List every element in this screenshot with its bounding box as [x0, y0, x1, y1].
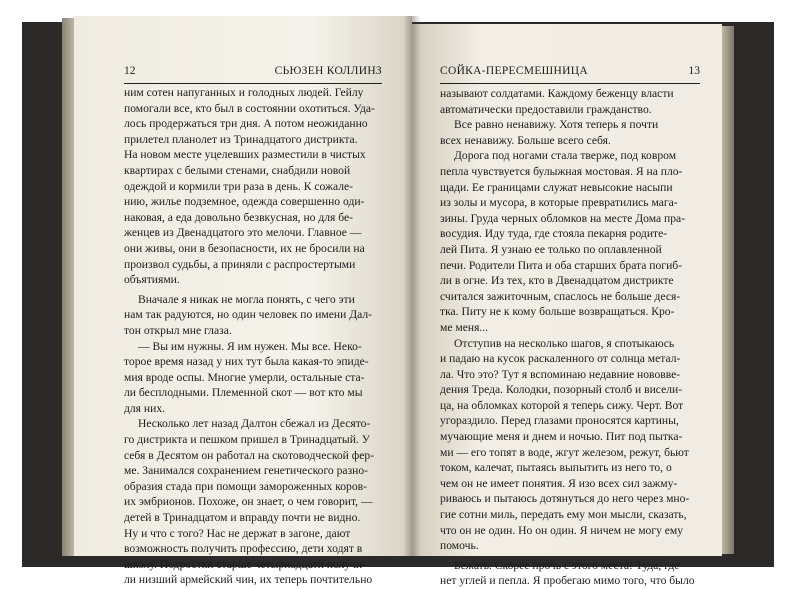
text-line: На новом месте уцелевших разместили в чистых — [124, 148, 366, 162]
text-line: нам так радуются, но один человек по имени Дал- — [124, 308, 373, 322]
text-line: школу. Подростки старше четырнадцати получи- — [124, 557, 367, 571]
text-line: произвол судьбы, а приняли с распростертыми — [124, 257, 356, 271]
text-line: ли бесплодными. Племенной скот — вот кто мы — [124, 386, 363, 400]
text-line: тка. Питу не к кому больше возвращаться. Кро- — [440, 305, 675, 319]
text-line: наковая, а еда довольно безвкусная, но для бе- — [124, 210, 354, 224]
text-line: печи. Родители Пита и оба старших брата погиб- — [440, 258, 683, 272]
right-running-head: СОЙКА-ПЕРЕСМЕШНИЦА — [440, 65, 588, 77]
text-line: мучающие меня и днем и ночью. Пит под пытка- — [440, 430, 683, 444]
text-line: нию, жилье подземное, одежда совершенно оди- — [124, 195, 365, 209]
text-line: торое время назад у них тут была какая-то эпиде- — [124, 355, 369, 369]
text-line: Ну и что с того? Нас не держат в загоне, дают — [124, 526, 351, 540]
left-page-header — [124, 65, 382, 81]
text-line: ли низший армейский чин, их теперь почтительно — [124, 573, 373, 587]
paragraph-first-line: — Вы им нужны. Я им нужен. Мы все. Неко- — [138, 339, 362, 353]
text-line: помочь. — [440, 539, 479, 553]
text-line: ми — его топят в воде, жгут железом, режут, бьют — [440, 445, 689, 459]
text-line: считался зажиточным, спаслось не больше деся- — [440, 289, 681, 303]
paragraph-first-line: Бежать. Скорее прочь с этого места! Туда, где — [454, 558, 680, 572]
text-line: щади. Ее границами служат невысокие насыпи — [440, 180, 673, 194]
paragraph-first-line: Все равно ненавижу. Хотя теперь я почти — [454, 118, 659, 132]
text-line: гие сотни миль, передать ему мои мысли, сказать, — [440, 508, 687, 522]
text-line: тон открыл мне глаза. — [124, 323, 232, 337]
text-line: ме меня... — [440, 320, 489, 334]
text-line: ла. Что это? Тут я вспоминаю недавние нововве- — [440, 367, 681, 381]
text-line: образия стада при помощи замороженных коров- — [124, 479, 367, 493]
text-line: угораздило. Перед глазами проносятся картины, — [440, 414, 679, 428]
text-line: квартирах с белыми стенами, снабдили новой — [124, 163, 351, 177]
text-line: себя в Десятом он работал на скотоводческой фер- — [124, 448, 375, 462]
text-line: прилетел планолет из Тринадцатого дистрикта. — [124, 132, 358, 146]
right-page-number: 13 — [688, 65, 700, 77]
book-page-edges-left — [62, 18, 74, 556]
text-line: ним сотен напуганных и голодных людей. Гейлу — [124, 86, 364, 99]
right-page-header — [440, 65, 700, 81]
right-page — [412, 24, 722, 588]
paragraph-first-line: Отступив на несколько шагов, я спотыкаюсь — [454, 336, 675, 350]
left-page — [74, 16, 412, 587]
text-line: одеждой и кормили три раза в день. К сожале- — [124, 179, 354, 193]
text-line: чем он не имеет понятия. Я изо всех сил зажму- — [440, 476, 678, 490]
text-line: они живы, они в безопасности, их не бросили на — [124, 241, 365, 255]
paragraph-first-line: Несколько лет назад Далтон сбежал из Десято- — [138, 417, 371, 431]
text-line: зины. Груда черных обломков на месте Дома пра- — [440, 211, 686, 225]
text-line: что он не один. Но он один. Я ничем не могу ему — [440, 523, 684, 537]
text-line: возможность получить профессию, дети ходят в — [124, 542, 363, 556]
book-page-edges-right — [720, 26, 734, 554]
text-line: называют солдатами. Каждому беженцу власти — [440, 87, 674, 100]
right-page-text — [440, 86, 700, 589]
text-line: ли в огне. Из тех, кто в Двенадцатом дистрикте — [440, 274, 674, 288]
text-line: ме. Занимался сохранением генетического разно- — [124, 464, 369, 478]
text-line: автоматически предоставили гражданство. — [440, 102, 652, 116]
text-line: и падаю на кусок раскаленного от солнца метал- — [440, 352, 681, 366]
text-line: нет углей и пепла. Я пробегаю мимо того, что было — [440, 574, 695, 588]
paragraph-first-line: Дорога под ногами стала тверже, под ковром — [454, 149, 677, 163]
left-running-head: СЬЮЗЕН КОЛЛИНЗ — [274, 65, 382, 77]
text-line: помогали все, кто был в состоянии охотиться. Уда- — [124, 101, 375, 115]
text-line: объятиями. — [124, 273, 180, 287]
text-line: лей Пита. Я узнаю ее только по оплавленной — [440, 242, 662, 256]
left-header-rule — [124, 83, 382, 84]
book-spine-gutter — [403, 16, 421, 556]
text-line: риваюсь и пытаюсь дотянуться до него через мно- — [440, 492, 690, 506]
text-line: из золы и мусора, в которые превратились мага- — [440, 196, 678, 210]
text-line: всех ненавижу. Больше всего себя. — [440, 133, 611, 147]
text-line: током, калечат, пытаясь выпытить из него то, о — [440, 461, 672, 475]
text-line: ца, на обломках которой я теперь сижу. Черт. Вот — [440, 398, 684, 412]
left-page-text — [124, 85, 382, 588]
text-line: лось продержаться три дня. А потом неожиданно — [124, 117, 368, 131]
text-line: го дистрикта и пешком пришел в Тринадцатый. У — [124, 433, 370, 447]
text-line: пепла чувствуется булыжная мостовая. Я на пло- — [440, 164, 683, 178]
text-line: их эмбрионов. Похоже, он знает, о чем говорит, — — [124, 495, 373, 509]
text-line: восудия. Иду туда, где стояла пекарня родите- — [440, 227, 668, 241]
text-line: для них. — [124, 401, 166, 415]
text-line: детей в Тринадцатом и вправду почти не видно. — [124, 511, 361, 525]
right-header-rule — [440, 83, 700, 84]
text-line: женцев из Двенадцатого это мелочи. Главное — — [124, 226, 362, 240]
left-page-number: 12 — [124, 65, 136, 77]
text-line: дения Треда. Колодки, позорный столб и висели- — [440, 383, 683, 397]
text-line: мия вроде оспы. Многие умерли, остальные ста- — [124, 370, 365, 384]
paragraph-first-line: Вначале я никак не могла понять, с чего эти — [138, 292, 355, 306]
